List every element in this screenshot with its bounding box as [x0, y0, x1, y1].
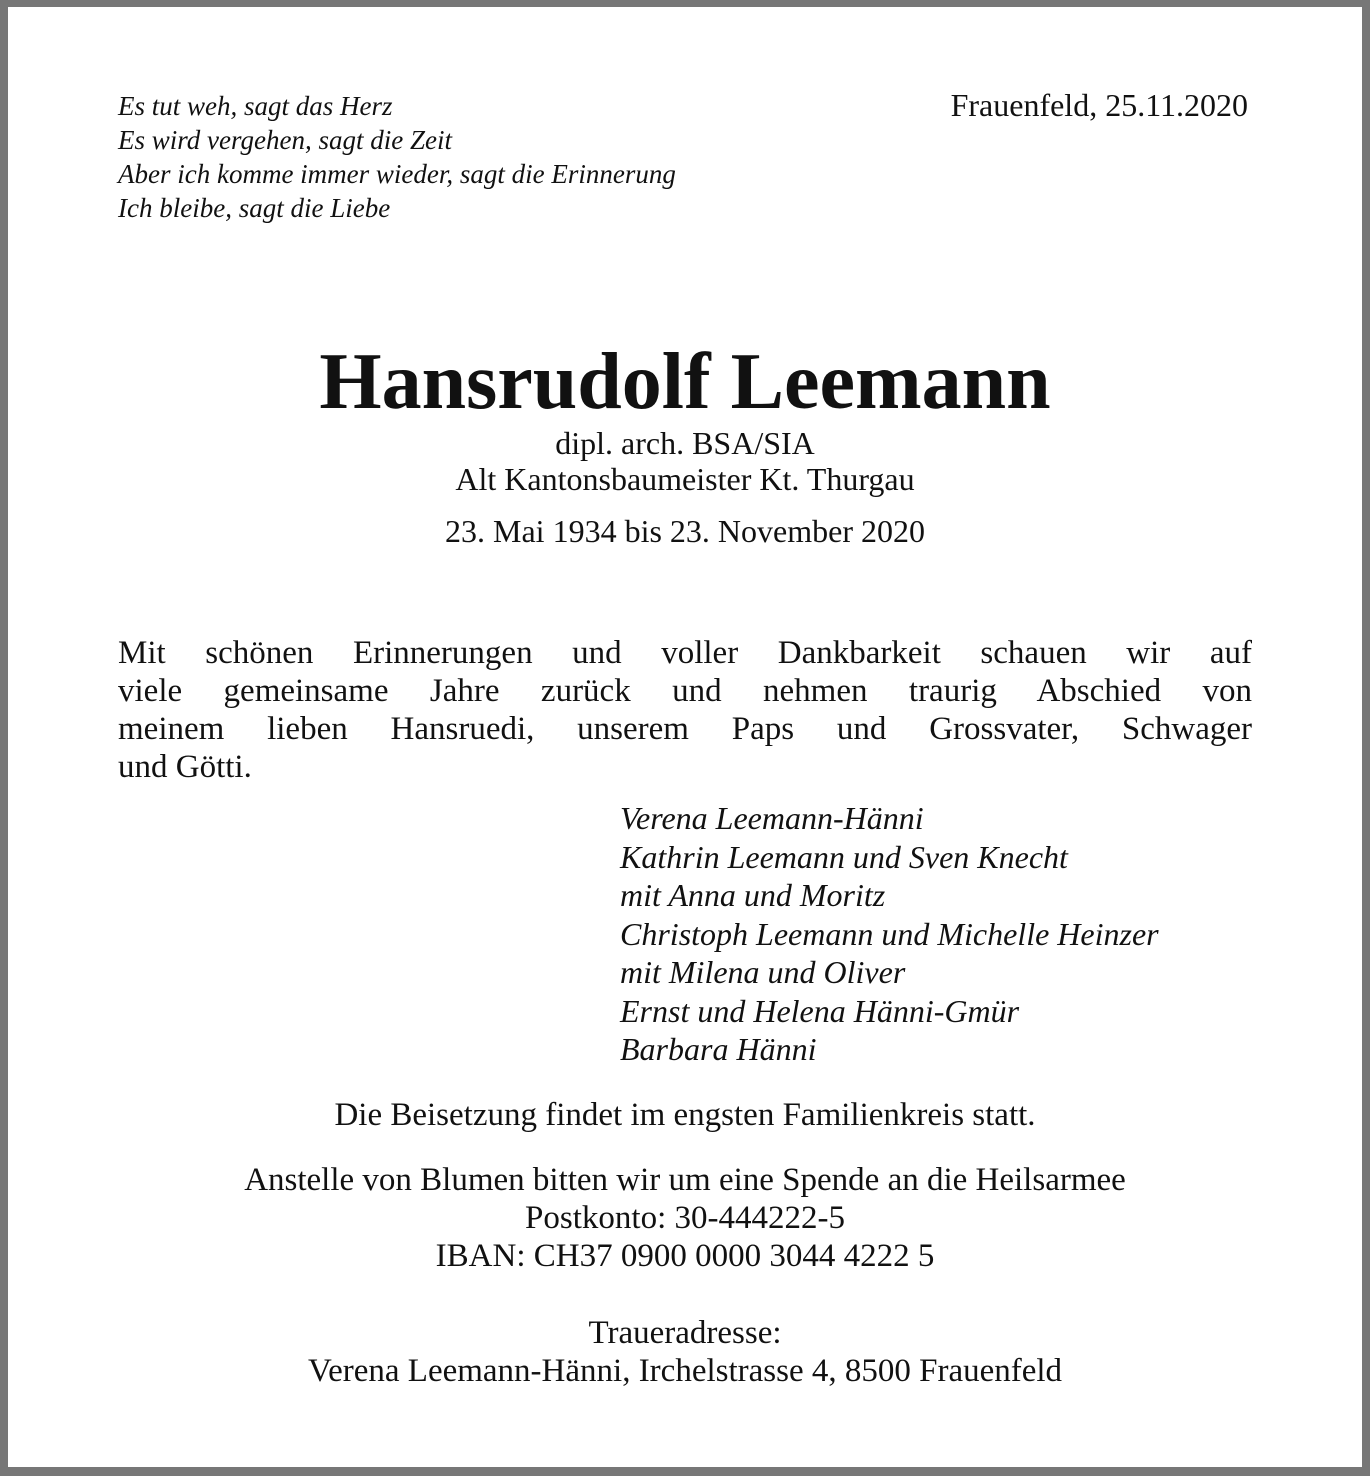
address-label: Traueradresse:: [588, 1315, 782, 1351]
burial-note: Die Beisetzung findet im engsten Familienkreis statt.: [334, 1097, 1036, 1133]
poem-line: Es tut weh, sagt das Herz: [118, 91, 393, 121]
deceased-position: Alt Kantonsbaumeister Kt. Thurgau: [455, 461, 915, 497]
donation-iban: IBAN: CH37 0900 0000 3044 4222 5: [435, 1238, 935, 1274]
mourner: mit Milena und Oliver: [620, 954, 906, 990]
donation-line: Anstelle von Blumen bitten wir um eine Spende an die Heilsarmee: [244, 1162, 1126, 1198]
donation-postkonto: Postkonto: 30-444222-5: [525, 1200, 845, 1236]
poem-line: Aber ich komme immer wieder, sagt die Erinnerung: [118, 159, 676, 189]
message-line: viele gemeinsame Jahre zurück und nehmen traurig Abschied von: [118, 673, 1252, 709]
message-line: meinem lieben Hansruedi, unserem Paps und Grossvater, Schwager: [118, 711, 1252, 747]
mourner: Ernst und Helena Hänni-Gmür: [620, 992, 1020, 1029]
mourning-address: Verena Leemann-Hänni, Irchelstrasse 4, 8500 Frauenfeld: [307, 1353, 1063, 1389]
obituary-page: [8, 7, 1362, 1467]
mourner: Christoph Leemann und Michelle Heinzer: [620, 915, 1159, 952]
message-line: und Götti.: [118, 749, 252, 785]
mourner: Barbara Hänni: [620, 1031, 817, 1067]
lifespan: 23. Mai 1934 bis 23. November 2020: [445, 513, 925, 549]
mourners-list: [620, 799, 1159, 1069]
deceased-title: dipl. arch. BSA/SIA: [555, 425, 815, 461]
poem-line: Ich bleibe, sagt die Liebe: [118, 193, 391, 223]
mourner: mit Anna und Moritz: [620, 877, 886, 913]
place-date: Frauenfeld, 25.11.2020: [950, 87, 1248, 123]
message-line: Mit schönen Erinnerungen und voller Dankbarkeit schauen wir auf: [118, 635, 1252, 671]
message: [118, 634, 1252, 786]
poem-line: Es wird vergehen, sagt die Zeit: [118, 125, 452, 155]
mourner: Kathrin Leemann und Sven Knecht: [620, 838, 1068, 875]
deceased-name: Hansrudolf Leemann: [319, 338, 1051, 426]
poem: [118, 89, 676, 225]
mourner: Verena Leemann-Hänni: [620, 800, 924, 836]
